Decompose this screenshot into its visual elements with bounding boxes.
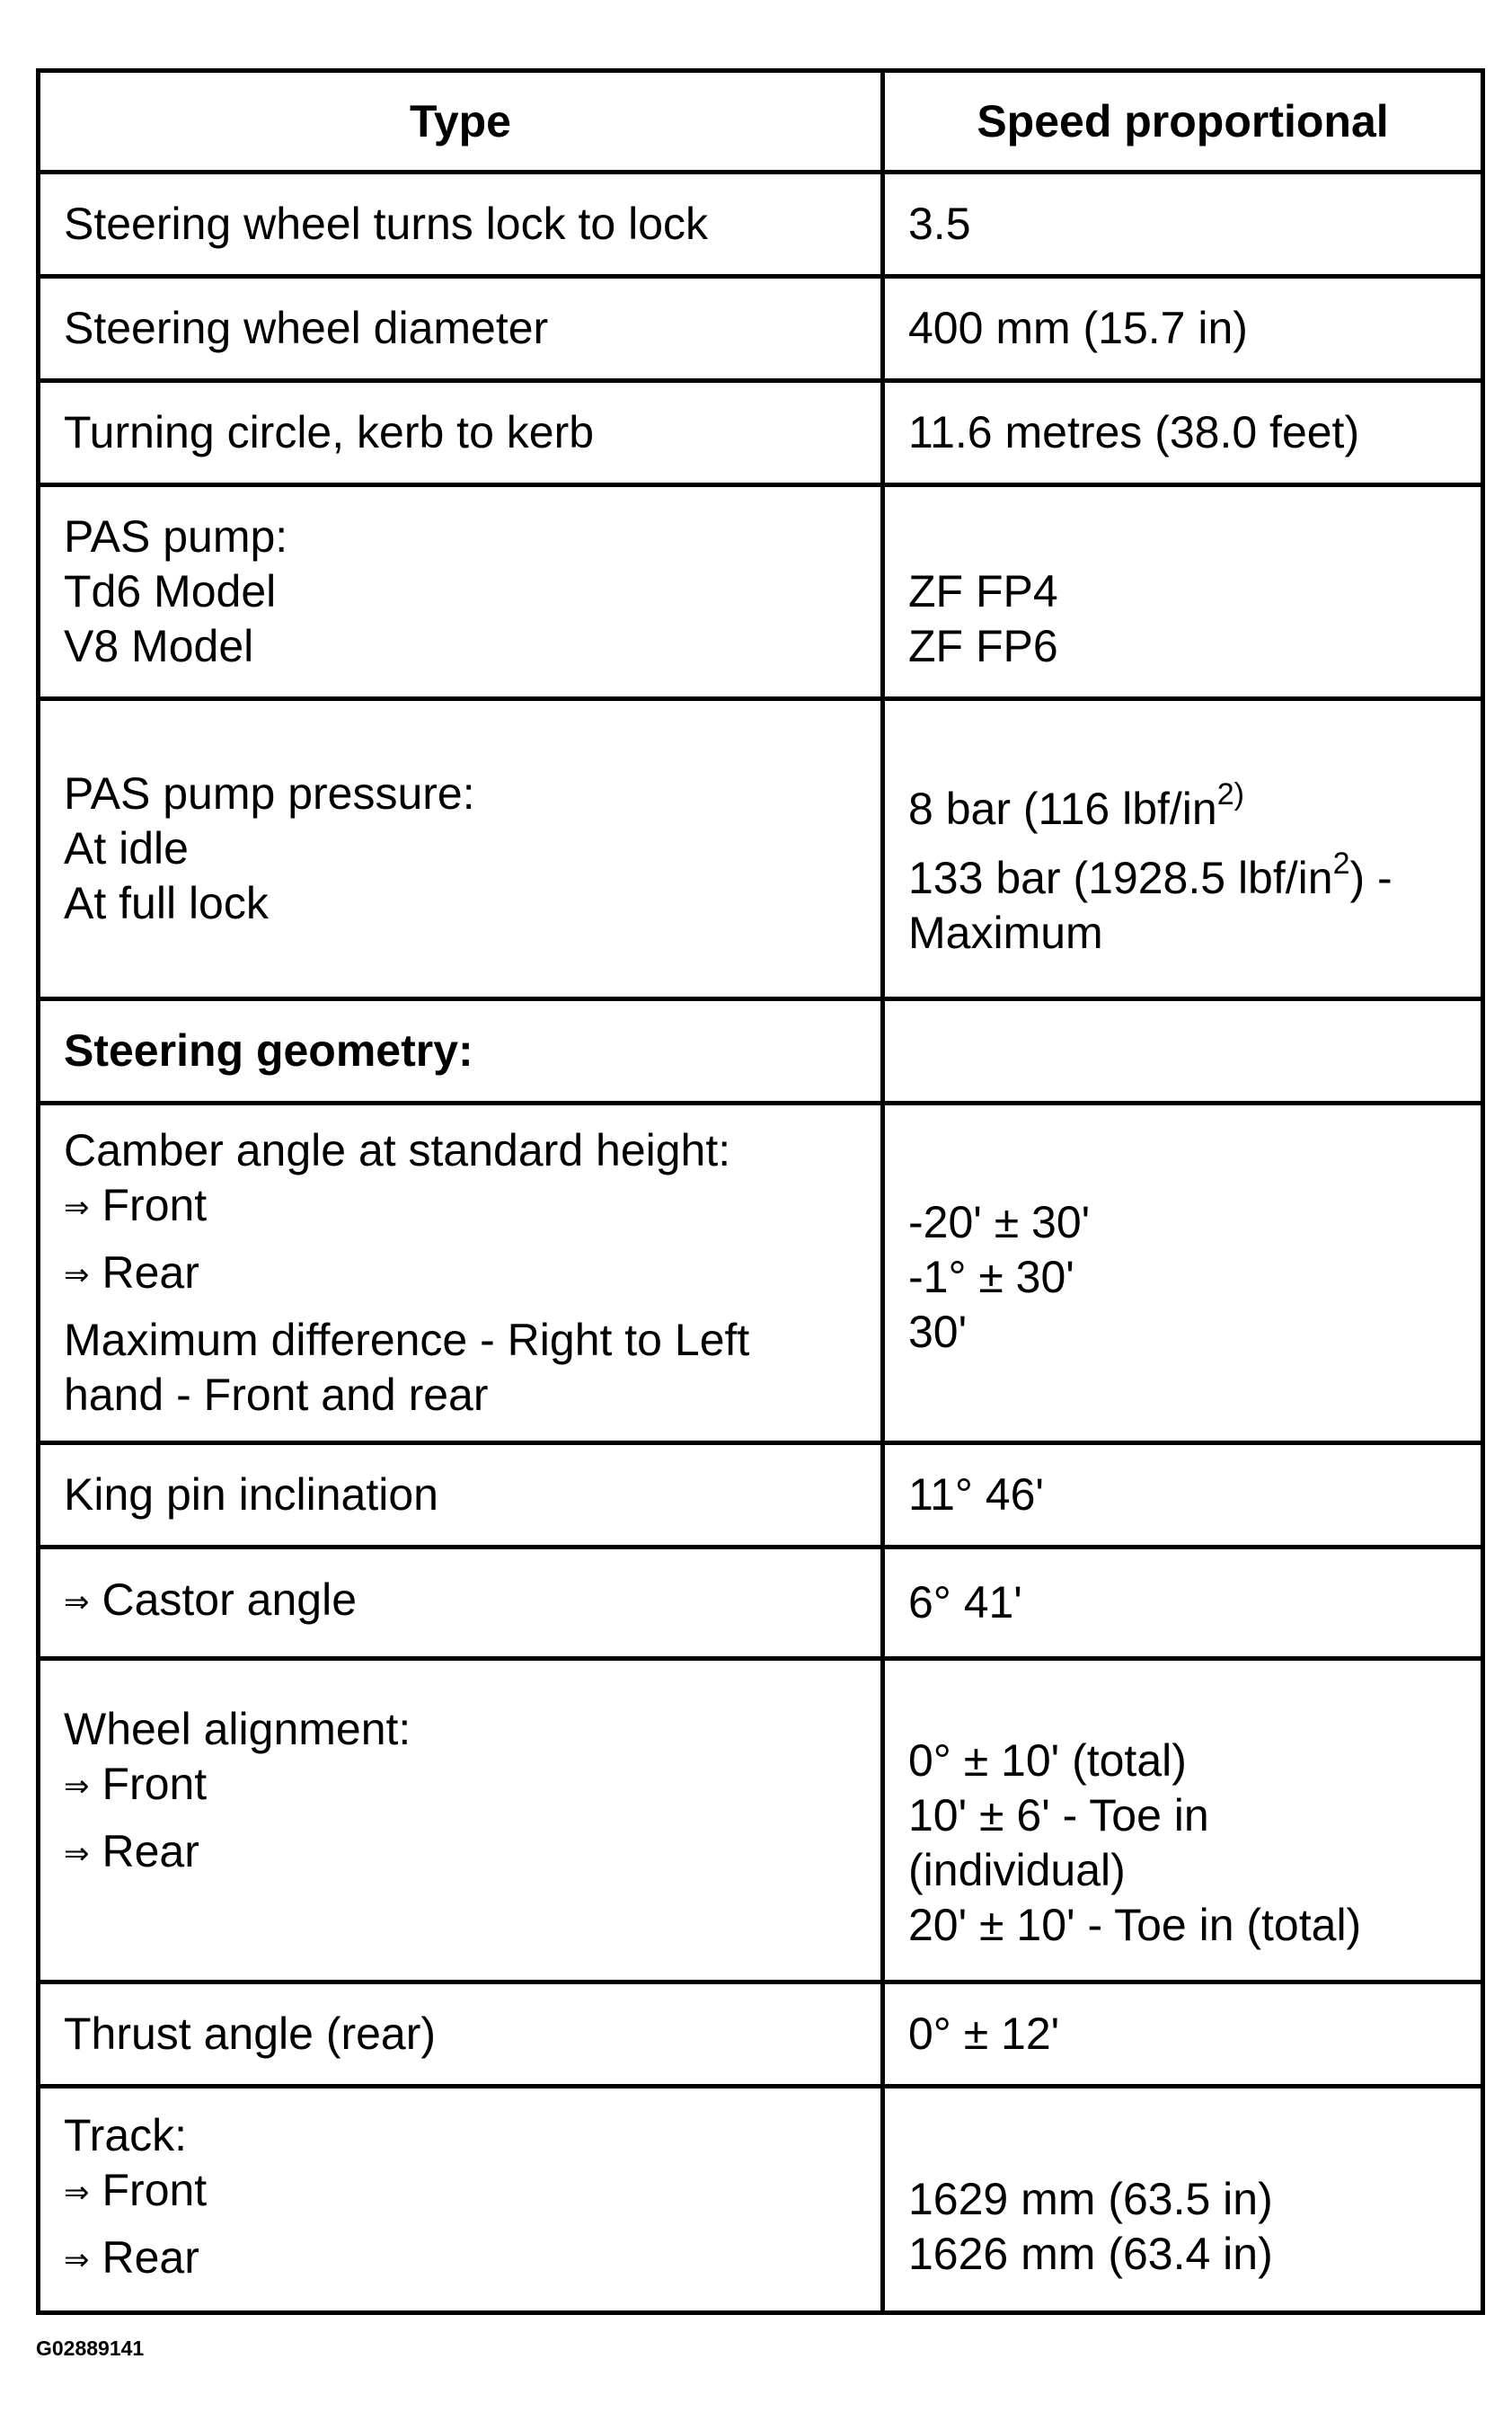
value-text: 8 bar (116 lbf/in — [908, 784, 1217, 834]
row-label-line — [64, 2230, 857, 2291]
superscript: 2) — [1216, 777, 1244, 812]
row-value — [883, 999, 1483, 1104]
row-value-line — [908, 847, 1457, 906]
row-value-cell — [883, 699, 1483, 999]
row-value-line: 1629 mm (63.5 in) — [908, 2173, 1273, 2224]
table-header-row — [39, 71, 1483, 173]
row-label-line — [64, 1178, 857, 1238]
arrow-icon: ⇒ — [64, 1258, 90, 1292]
header-speed-proportional: Speed proportional — [883, 71, 1483, 173]
row-label-line: V8 Model — [64, 621, 254, 671]
row-label-line: hand - Front and rear — [64, 1370, 489, 1420]
section-heading: Steering geometry: — [39, 999, 883, 1104]
row-value-cell — [883, 1104, 1483, 1443]
row-value-line: 0° ± 10' (total) — [908, 1734, 1187, 1786]
table-row — [39, 381, 1483, 485]
row-label-text: Castor angle — [102, 1574, 357, 1625]
row-label-line: Td6 Model — [64, 566, 277, 616]
arrow-icon: ⇒ — [64, 2176, 90, 2210]
row-value-line: Maximum — [908, 908, 1103, 958]
row-label-cell — [39, 1659, 883, 1982]
table-row — [39, 999, 1483, 1104]
row-label-line — [64, 1757, 857, 1817]
row-label: Thrust angle (rear) — [39, 1982, 883, 2087]
table-row — [39, 277, 1483, 381]
table-row — [39, 699, 1483, 999]
arrow-icon: ⇒ — [64, 1837, 90, 1871]
row-label-title: Track: — [64, 2110, 188, 2160]
row-label-line — [64, 1246, 857, 1306]
row-value-line: 10' ± 6' - Toe in — [908, 1789, 1209, 1840]
row-label-line: At idle — [64, 823, 189, 874]
row-label-text: Rear — [102, 1247, 199, 1298]
row-value-line: 1626 mm (63.4 in) — [908, 2228, 1273, 2279]
row-value: 11° 46' — [883, 1443, 1483, 1547]
header-type: Type — [39, 71, 883, 173]
row-label-line: At full lock — [64, 878, 269, 928]
row-value-line: -20' ± 30' — [908, 1197, 1091, 1247]
value-text: 133 bar (1928.5 lbf/in — [908, 853, 1333, 903]
row-label-text: Front — [102, 1180, 208, 1230]
row-label: Steering wheel turns lock to lock — [39, 173, 883, 277]
row-label: King pin inclination — [39, 1443, 883, 1547]
row-label-title: PAS pump: — [64, 511, 288, 562]
row-value-line — [908, 777, 1457, 837]
arrow-icon: ⇒ — [64, 1191, 90, 1225]
table-row — [39, 1659, 1483, 1982]
row-label-text: Front — [102, 2165, 208, 2215]
arrow-icon: ⇒ — [64, 1585, 90, 1619]
table-row — [39, 1547, 1483, 1659]
row-label-line — [64, 2163, 857, 2223]
row-value-line: ZF FP4 — [908, 566, 1058, 616]
row-value: 11.6 metres (38.0 feet) — [883, 381, 1483, 485]
row-value: 0° ± 12' — [883, 1982, 1483, 2087]
row-label-line: Maximum difference - Right to Left — [64, 1315, 750, 1365]
table-row — [39, 1982, 1483, 2087]
row-label-title: Wheel alignment: — [64, 1704, 411, 1754]
row-label-text: Rear — [102, 1826, 199, 1876]
row-label-title: PAS pump pressure: — [64, 768, 475, 819]
row-value-cell — [883, 1659, 1483, 1982]
row-label-line — [64, 1824, 857, 1884]
row-label-cell — [39, 485, 883, 699]
row-value-line: 20' ± 10' - Toe in (total) — [908, 1899, 1362, 1950]
table-row — [39, 173, 1483, 277]
row-label-cell — [39, 2087, 883, 2313]
row-value: 3.5 — [883, 173, 1483, 277]
row-label-cell — [39, 1104, 883, 1443]
row-label-title: Camber angle at standard height: — [64, 1125, 731, 1175]
figure-code: G02889141 — [36, 2337, 145, 2360]
row-label-text: Front — [102, 1759, 208, 1809]
table-row — [39, 2087, 1483, 2313]
steering-spec-table — [36, 68, 1485, 2315]
row-value: 6° 41' — [883, 1547, 1483, 1659]
row-value-line: ZF FP6 — [908, 621, 1058, 671]
row-label: Steering wheel diameter — [39, 277, 883, 381]
superscript: 2 — [1332, 847, 1350, 882]
row-value: 400 mm (15.7 in) — [883, 277, 1483, 381]
row-value-cell — [883, 2087, 1483, 2313]
row-value-cell — [883, 485, 1483, 699]
arrow-icon: ⇒ — [64, 2243, 90, 2277]
row-label-cell — [39, 699, 883, 999]
table-row — [39, 485, 1483, 699]
row-value-line: 30' — [908, 1307, 968, 1357]
row-label-cell — [39, 1547, 883, 1659]
table-row — [39, 1104, 1483, 1443]
table-row — [39, 1443, 1483, 1547]
row-value-line: (individual) — [908, 1844, 1126, 1895]
row-label-text: Rear — [102, 2232, 199, 2283]
arrow-icon: ⇒ — [64, 1769, 90, 1804]
row-value-line: -1° ± 30' — [908, 1252, 1074, 1302]
row-label: Turning circle, kerb to kerb — [39, 381, 883, 485]
value-text: ) - — [1349, 853, 1393, 903]
